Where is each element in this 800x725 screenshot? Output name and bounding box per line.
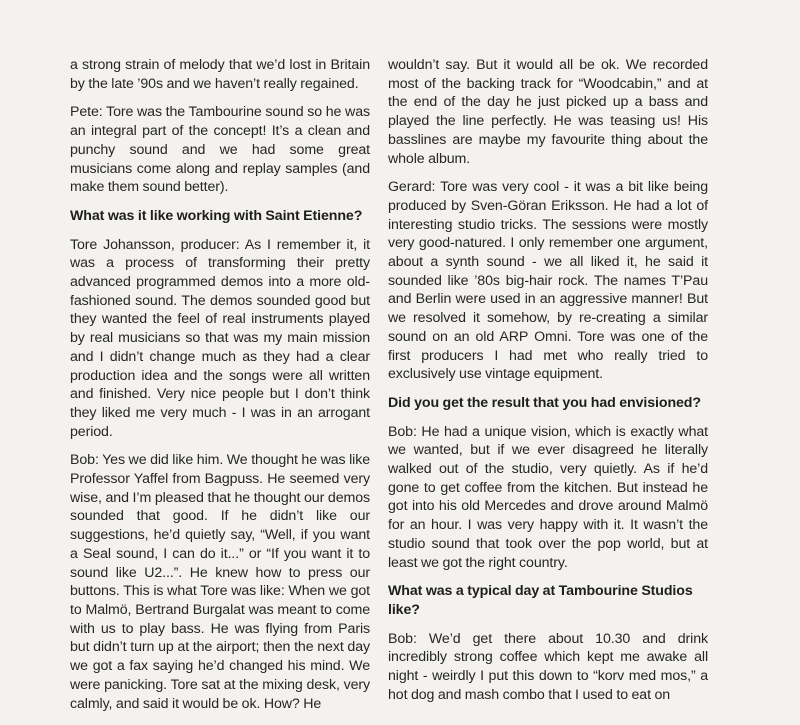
paragraph-bob-vision: Bob: He had a unique vision, which is exactly what we wanted, but if we ever disagreed he literally walked out of the studio, very quietly. As if he’d gone to get coffee from the kitchen. But instead he got into his old Mercedes and drove around Malmö for an hour. I was very happy with it. It wasn’t the studio sound that took over the pop world, but at least we got the right country. [388, 423, 708, 571]
question-heading-working: What was it like working with Saint Etienne? [70, 207, 363, 224]
question-heading-typical-day: What was a typical day at Tambourine Studios like? [388, 583, 693, 618]
question-heading-result: Did you get the result that you had envisioned? [388, 394, 701, 411]
paragraph-woodcabin: wouldn’t say. But it would all be ok. We recorded most of the backing track for “Woodcabin,” and at the end of the day he just picked up a bass and played the line perfectly. He was teasing us! His basslines are maybe my favourite thing about the whole album. [388, 57, 708, 167]
right-column [388, 56, 708, 715]
paragraph-tore: Tore Johansson, producer: As I remember it, it was a process of transforming their pretty advanced programmed demos into a more old-fashioned sound. The demos sounded good but they wanted the feel of real instruments played by real musicians so that was my main mission and I didn’t change much as they had a clear production idea and the songs were all written and finished. Very nice people but I don’t think they liked me very much - I was in an arrogant period. [70, 236, 370, 440]
paragraph-gerard: Gerard: Tore was very cool - it was a bit like being produced by Sven-Göran Eriksson. He had a lot of interesting studio tricks. The sessions were mostly very good-natured. I only remember one argument, about a synth sound - we all liked it, he said it sounded like ’80s big-hair rock. The names T’Pau and Berlin were used in an aggressive manner! But we resolved it somehow, by re-creating a similar sound on an old ARP Omni. Tore was one of the first producers I had met who really tried to exclusively use vintage equipment. [388, 179, 708, 383]
paragraph-melody: a strong strain of melody that we’d lost in Britain by the late ’90s and we haven’t really regained. [70, 57, 370, 92]
paragraph-pete: Pete: Tore was the Tambourine sound so he was an integral part of the concept! It’s a clean and punchy sound and we had some great musicians come along and replay samples (and make them sound better). [70, 104, 370, 196]
left-column [70, 56, 370, 723]
paragraph-bob-coffee: Bob: We’d get there about 10.30 and drink incredibly strong coffee which kept me awake all night - weirdly I put this down to “korv med mos,” a hot dog and mash combo that I used to eat on [388, 630, 708, 703]
paragraph-bob-yaffel: Bob: Yes we did like him. We thought he was like Professor Yaffel from Bagpuss. He seemed very wise, and I’m pleased that he thought our demos sounded that good. If he didn’t like our suggestions, he’d quietly say, “Well, if you want a Seal sound, I can do it...” or “If you want it to sound like U2...”. He knew how to press our buttons. This is what Tore was like: When we got to Malmö, Bertrand Burgalat was meant to come with us to play bass. He was flying from Paris but didn’t turn up at the airport; then the next day we got a fax saying he’d changed his mind. We were panicking. Tore sat at the mixing desk, very calmly, and said it would be ok. How? He [70, 452, 370, 712]
